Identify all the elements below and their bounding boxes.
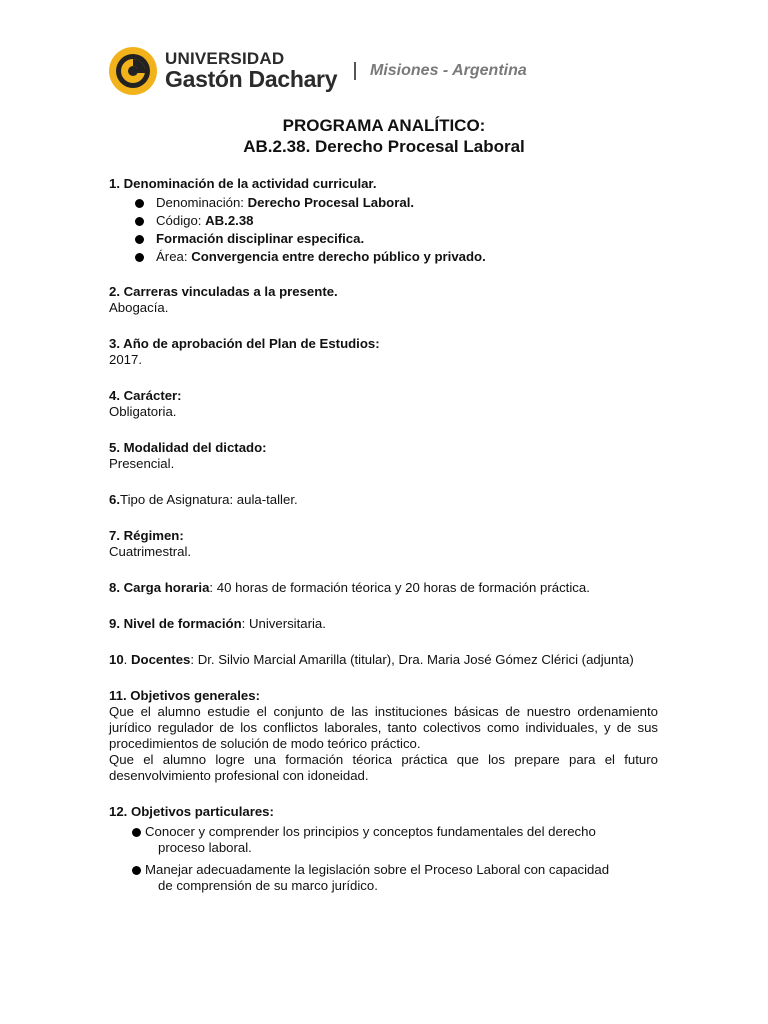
location-text: Misiones - Argentina <box>370 62 527 79</box>
section-heading: 11. Objetivos generales: <box>109 688 260 703</box>
university-name-top: UNIVERSIDAD <box>165 49 285 68</box>
section-heading: 2. Carreras vinculadas a la presente. <box>109 284 338 299</box>
section-text: Obligatoria. <box>109 404 177 419</box>
list-item <box>131 194 658 212</box>
section-text: 2017. <box>109 352 143 367</box>
section-number: 6. <box>109 492 120 507</box>
list-item <box>131 230 658 248</box>
section-objetivos-generales <box>109 688 658 784</box>
section-text: Presencial. <box>109 456 175 471</box>
section-dot: . <box>123 652 131 667</box>
section-nivel-formacion <box>109 616 658 632</box>
university-header <box>108 46 668 96</box>
item-text-rest: proceso laboral. <box>158 840 252 855</box>
section-heading: 9. Nivel de formación <box>109 616 242 631</box>
objetivos-list <box>109 824 658 894</box>
item-value: Formación disciplinar especifica. <box>156 231 365 246</box>
section-heading: 3. Año de aprobación del Plan de Estudios: <box>109 336 380 351</box>
item-text-first: Manejar adecuadamente la legislación sobre el Proceso Laboral con capacidad <box>145 862 610 877</box>
section-heading: 1. Denominación de la actividad curricular. <box>109 176 377 191</box>
denominacion-list <box>109 194 658 266</box>
section-ano-aprobacion <box>109 336 658 368</box>
section-heading: Docentes <box>131 652 191 667</box>
section-text: Cuatrimestral. <box>109 544 192 559</box>
section-objetivos-particulares <box>109 804 658 894</box>
section-heading: 12. Objetivos particulares: <box>109 804 274 819</box>
item-label: Denominación: <box>156 195 248 210</box>
section-carreras <box>109 284 658 316</box>
section-heading: 7. Régimen: <box>109 528 184 543</box>
section-text: Tipo de Asignatura: aula-taller. <box>120 492 298 507</box>
section-number: 10 <box>109 652 124 667</box>
program-content <box>109 176 658 914</box>
item-value: Convergencia entre derecho público y privado. <box>191 249 486 264</box>
section-caracter <box>109 388 658 420</box>
item-value: Derecho Procesal Laboral. <box>247 195 415 210</box>
item-label: Código: <box>156 213 206 228</box>
section-paragraph: Que el alumno estudie el conjunto de las instituciones básicas de nuestro ordenamiento jurídico regulador de los conflictos laborales, tanto colectivos como individuales, y de sus procedimientos de solución de modo teórico práctico. <box>109 704 658 751</box>
list-item <box>131 212 658 230</box>
item-value: AB.2.38 <box>205 213 254 228</box>
section-docentes <box>109 652 658 668</box>
university-name-bottom: Gastón Dachary <box>165 66 338 92</box>
section-paragraph: Que el alumno logre una formación téorica práctica que los prepare para el futuro desenvolvimiento profesional con idoneidad. <box>109 752 658 783</box>
section-heading: 4. Carácter: <box>109 388 182 403</box>
header-separator <box>354 62 356 80</box>
university-logo-icon <box>108 46 158 96</box>
section-heading: 5. Modalidad del dictado: <box>109 440 267 455</box>
item-text-rest: de comprensión de su marco jurídico. <box>158 878 378 893</box>
list-item <box>131 248 658 266</box>
page-title: PROGRAMA ANALÍTICO: <box>282 116 486 135</box>
list-item <box>131 862 658 894</box>
item-label: Área: <box>156 249 192 264</box>
section-text: : 40 horas de formación téorica y 20 horas de formación práctica. <box>209 580 590 595</box>
section-modalidad <box>109 440 658 472</box>
section-denominacion <box>109 176 658 266</box>
section-text: : Universitaria. <box>241 616 326 631</box>
section-text: : Dr. Silvio Marcial Amarilla (titular), Dra. Maria José Gómez Clérici (adjunta) <box>190 652 634 667</box>
section-heading: 8. Carga horaria <box>109 580 210 595</box>
item-text-first: Conocer y comprender los principios y conceptos fundamentales del derecho <box>145 824 596 839</box>
section-tipo-asignatura <box>109 492 658 508</box>
section-carga-horaria <box>109 580 658 596</box>
section-regimen <box>109 528 658 560</box>
page-subtitle: AB.2.38. Derecho Procesal Laboral <box>243 137 525 156</box>
section-text: Abogacía. <box>109 300 169 315</box>
list-item <box>131 824 658 856</box>
